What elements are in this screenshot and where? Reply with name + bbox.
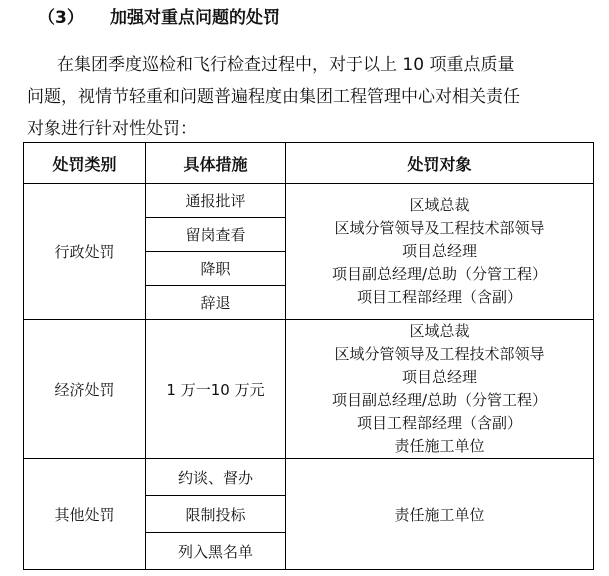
measure-cell: 1 万一10 万元 — [146, 320, 286, 459]
target-item: 项目工程部经理（含副） — [356, 414, 522, 432]
measure-cell: 限制投标 — [146, 496, 286, 533]
header-category: 处罚类别 — [24, 143, 146, 184]
paragraph-line: 在集团季度巡检和飞行检查过程中，对于以上 10 项重点质量 — [57, 55, 515, 75]
category-cell: 经济处罚 — [24, 320, 146, 459]
paragraph-line: 问题，视情节轻重和问题普遍程度由集团工程管理中心对相关责任 — [27, 87, 520, 107]
measure-cell: 通报批评 — [146, 184, 286, 218]
section-heading — [38, 6, 280, 30]
measure-cell: 辞退 — [146, 286, 286, 320]
header-measure: 具体措施 — [146, 143, 286, 184]
intro-paragraph — [27, 49, 595, 145]
measure-cell: 留岗查看 — [146, 218, 286, 252]
measure-cell: 降职 — [146, 252, 286, 286]
target-cell: 责任施工单位 — [286, 459, 594, 570]
table-row — [24, 320, 594, 459]
target-item: 项目工程部经理（含副） — [356, 288, 522, 306]
target-item: 区域分管领导及工程技术部领导 — [334, 219, 545, 237]
target-cell — [286, 184, 594, 320]
target-item: 项目副总经理/总助（分管工程） — [331, 265, 548, 283]
table-row — [24, 459, 594, 496]
penalty-table — [23, 142, 594, 570]
paragraph-line: 对象进行针对性处罚： — [27, 119, 197, 139]
target-item: 责任施工单位 — [394, 437, 485, 455]
target-item: 项目总经理 — [401, 368, 477, 386]
table-header-row — [24, 143, 594, 184]
target-item: 项目副总经理/总助（分管工程） — [331, 391, 548, 409]
header-target: 处罚对象 — [286, 143, 594, 184]
measure-cell: 列入黑名单 — [146, 533, 286, 570]
target-cell — [286, 320, 594, 459]
target-item: 项目总经理 — [401, 242, 477, 260]
section-title: 加强对重点问题的处罚 — [110, 8, 280, 28]
target-item: 区域分管领导及工程技术部领导 — [334, 345, 545, 363]
measure-cell: 约谈、督办 — [146, 459, 286, 496]
target-item: 区域总裁 — [409, 196, 470, 214]
category-cell: 其他处罚 — [24, 459, 146, 570]
target-item: 区域总裁 — [409, 322, 470, 340]
section-number: （3） — [38, 8, 84, 28]
table-row — [24, 184, 594, 218]
category-cell: 行政处罚 — [24, 184, 146, 320]
